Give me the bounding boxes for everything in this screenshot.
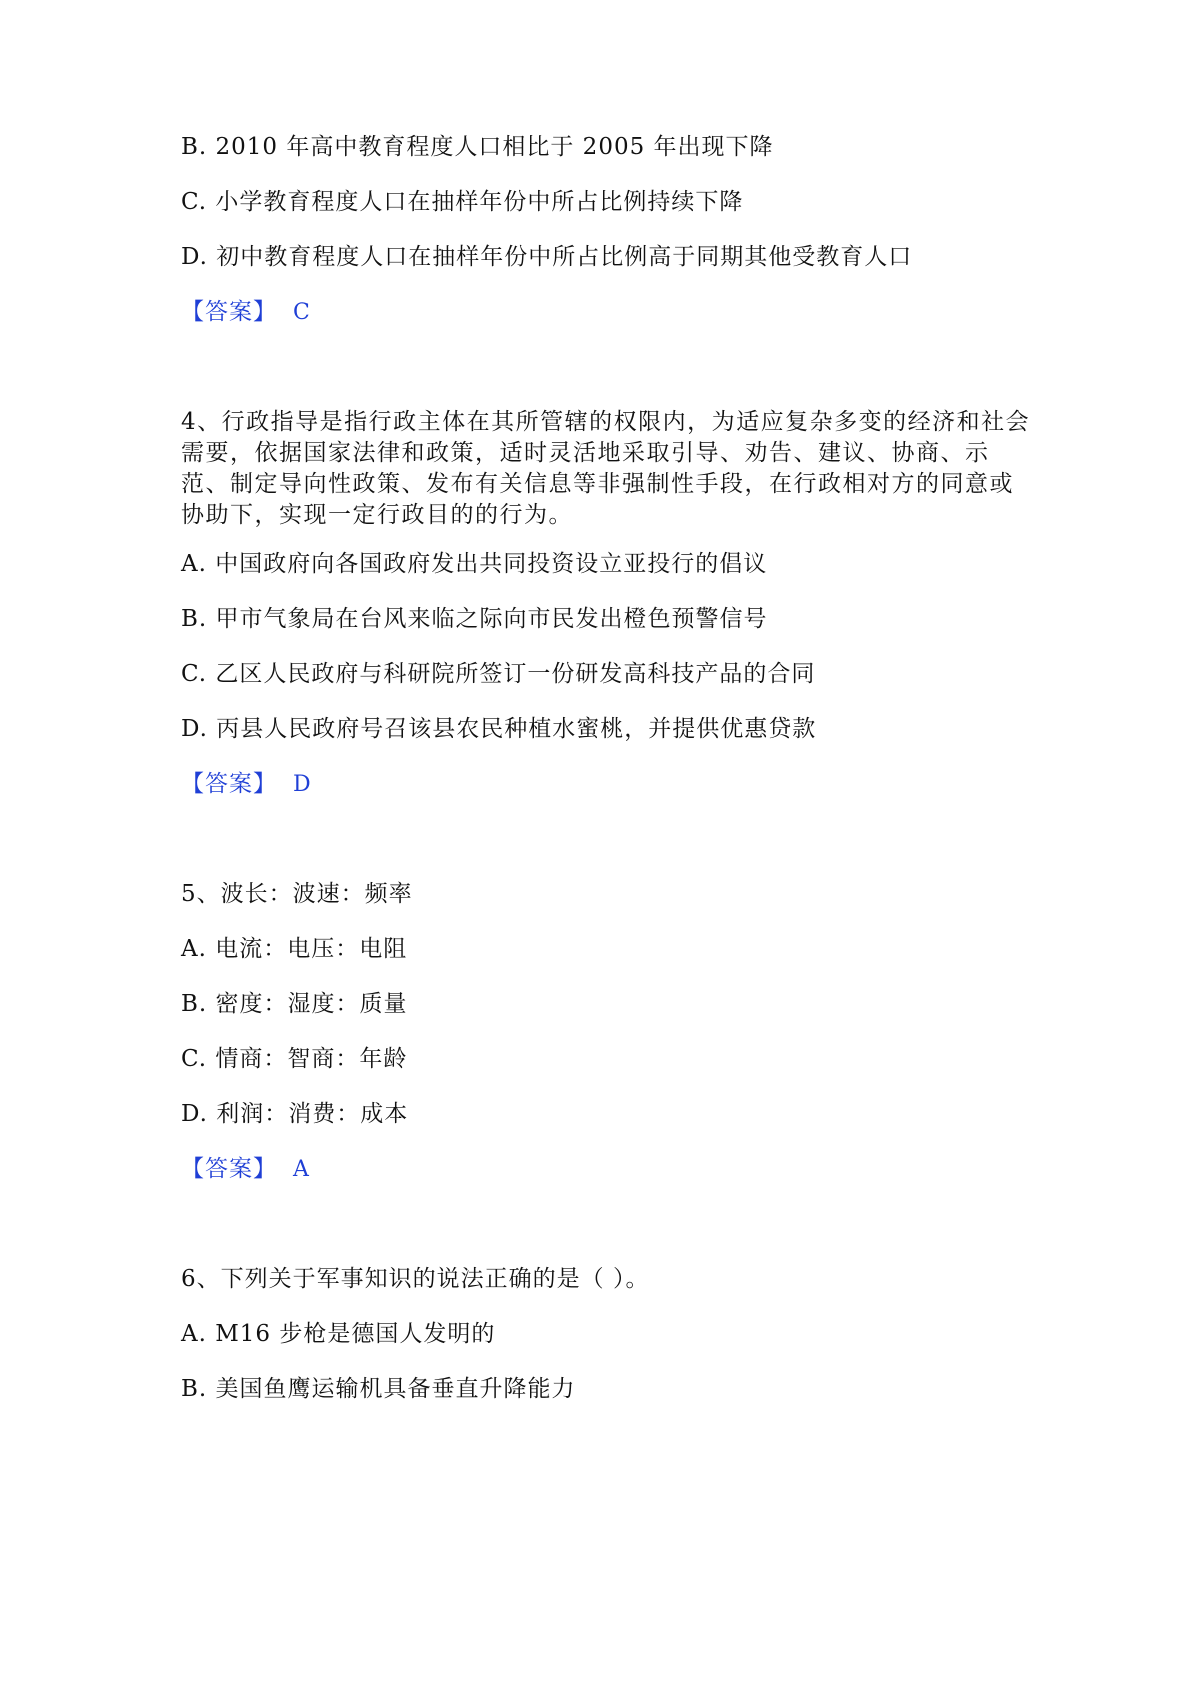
- q5-option-c: C. 情商：智商：年龄: [181, 1046, 408, 1072]
- q5-option-d: D. 利润：消费：成本: [181, 1101, 409, 1127]
- q5-answer: [181, 1154, 310, 1185]
- answer-value: A: [293, 1157, 310, 1182]
- q4-stem-line: 范、制定导向性政策、发布有关信息等非强制性手段，在行政相对方的同意或: [181, 471, 1014, 497]
- q4-answer: [181, 769, 312, 800]
- q6-option-b: B. 美国鱼鹰运输机具备垂直升降能力: [181, 1376, 576, 1402]
- q4-stem-line: 协助下，实现一定行政目的的行为。: [181, 502, 573, 528]
- q6-stem: 6、下列关于军事知识的说法正确的是（ ）。: [181, 1266, 650, 1292]
- answer-label: 【答案】: [181, 771, 277, 797]
- answer-value: C: [293, 300, 311, 325]
- q6-option-a: A. M16 步枪是德国人发明的: [181, 1321, 496, 1347]
- q4-stem-line: 需要，依据国家法律和政策，适时灵活地采取引导、劝告、建议、协商、示: [181, 440, 990, 466]
- q5-option-a: A. 电流：电压：电阻: [181, 936, 408, 962]
- answer-value: D: [293, 772, 312, 797]
- q3-answer: [181, 297, 311, 328]
- q4-option-a: A. 中国政府向各国政府发出共同投资设立亚投行的倡议: [181, 551, 768, 577]
- q4-option-c: C. 乙区人民政府与科研院所签订一份研发高科技产品的合同: [181, 661, 816, 687]
- q4-stem: [181, 407, 1031, 531]
- q4-option-d: D. 丙县人民政府号召该县农民种植水蜜桃，并提供优惠贷款: [181, 716, 817, 742]
- q4-option-b: B. 甲市气象局在台风来临之际向市民发出橙色预警信号: [181, 606, 768, 632]
- q3-option-c: C. 小学教育程度人口在抽样年份中所占比例持续下降: [181, 189, 744, 215]
- q5-option-b: B. 密度：湿度：质量: [181, 991, 408, 1017]
- answer-label: 【答案】: [181, 1156, 277, 1182]
- q3-option-d: D. 初中教育程度人口在抽样年份中所占比例高于同期其他受教育人口: [181, 244, 913, 270]
- q3-option-b: B. 2010 年高中教育程度人口相比于 2005 年出现下降: [181, 134, 774, 160]
- answer-label: 【答案】: [181, 299, 277, 325]
- q4-stem-line: 4、行政指导是指行政主体在其所管辖的权限内，为适应复杂多变的经济和社会: [181, 409, 1031, 435]
- q5-stem: 5、波长：波速：频率: [181, 881, 413, 907]
